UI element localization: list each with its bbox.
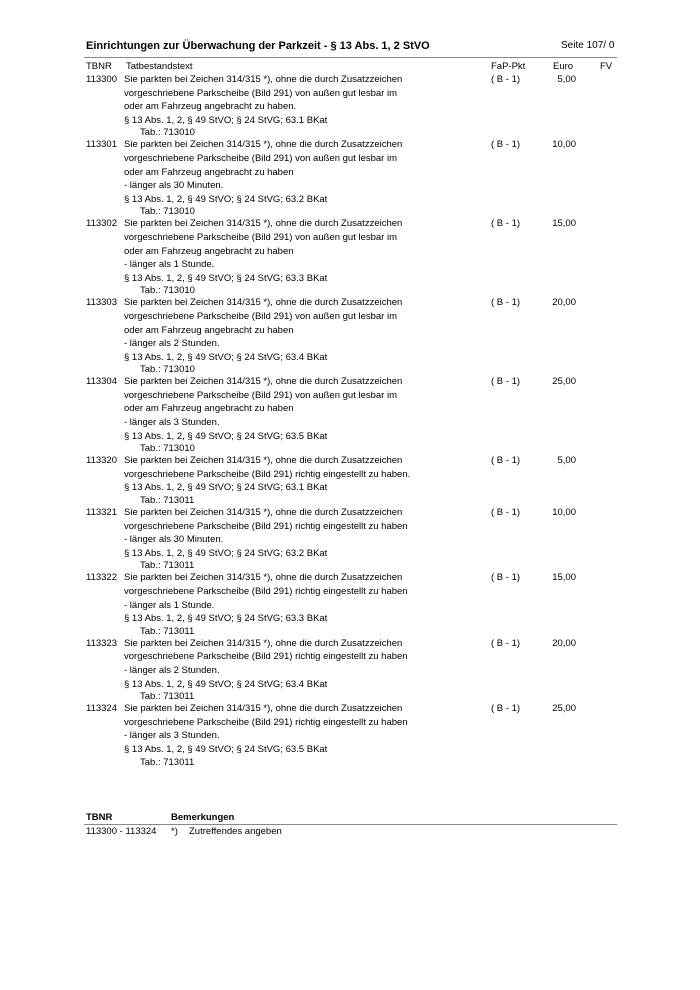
legal-reference: § 13 Abs. 1, 2, § 49 StVO; § 24 StVG; 63.3 BKat — [124, 613, 328, 625]
description-line: Sie parkten bei Zeichen 314/315 *), ohne die durch Zusatzzeichen — [124, 703, 403, 715]
description-line: Sie parkten bei Zeichen 314/315 *), ohne die durch Zusatzzeichen — [124, 139, 403, 151]
tbnr-cell: 113324 — [86, 703, 117, 715]
description-line: Sie parkten bei Zeichen 314/315 *), ohne die durch Zusatzzeichen — [124, 455, 403, 467]
remarks-range: 113300 - 113324 — [86, 826, 157, 837]
euro-amount-cell: 20,00 — [552, 637, 576, 649]
description-line: vorgeschriebene Parkscheibe (Bild 291) von außen gut lesbar im — [124, 389, 398, 401]
column-header-fap: FaP-Pkt — [491, 61, 526, 72]
fap-points-cell: ( B - 1) — [491, 74, 521, 85]
legal-reference: § 13 Abs. 1, 2, § 49 StVO; § 24 StVG; 63.4 BKat — [124, 678, 328, 690]
fap-points-cell: ( B - 1) — [491, 297, 521, 309]
legal-reference: § 13 Abs. 1, 2, § 49 StVO; § 24 StVG; 63.5 BKat — [124, 743, 328, 755]
description-cell — [124, 138, 484, 217]
description-line: Sie parkten bei Zeichen 314/315 *), ohne die durch Zusatzzeichen — [124, 376, 403, 388]
table-row — [0, 571, 700, 636]
offence-table — [0, 73, 700, 768]
legal-reference: § 13 Abs. 1, 2, § 49 StVO; § 24 StVG; 63.2 BKat — [124, 193, 328, 205]
fap-points-cell: ( B - 1) — [491, 637, 521, 649]
description-line: vorgeschriebene Parkscheibe (Bild 291) richtig eingestellt zu haben — [124, 586, 408, 597]
tbnr-cell: 113302 — [86, 218, 117, 230]
column-header-fv: FV — [600, 61, 613, 72]
euro-amount-cell: 10,00 — [552, 507, 576, 519]
tab-reference: Tab.: 713011 — [140, 560, 195, 572]
fap-points-cell: ( B - 1) — [491, 139, 521, 151]
tab-reference: Tab.: 713010 — [140, 127, 195, 139]
description-line: vorgeschriebene Parkscheibe (Bild 291) richtig eingestellt zu haben — [124, 651, 408, 663]
remarks-text: Zutreffendes angeben — [189, 826, 282, 837]
description-line: - länger als 2 Stunden. — [124, 338, 220, 350]
description-cell — [124, 506, 484, 571]
description-line: oder am Fahrzeug angebracht zu haben. — [124, 101, 297, 113]
fap-points-cell: ( B - 1) — [491, 703, 521, 715]
tbnr-cell: 113323 — [86, 637, 117, 649]
remarks-marker: *) — [171, 826, 178, 837]
tab-reference: Tab.: 713010 — [140, 285, 195, 297]
euro-amount-cell: 5,00 — [557, 455, 576, 467]
description-line: vorgeschriebene Parkscheibe (Bild 291) richtig eingestellt zu haben — [124, 716, 408, 728]
tbnr-cell: 113322 — [86, 572, 117, 584]
euro-amount-cell: 10,00 — [552, 139, 576, 151]
table-row — [0, 217, 700, 296]
tbnr-cell: 113303 — [86, 297, 117, 309]
description-cell — [124, 217, 484, 296]
tbnr-cell: 113304 — [86, 376, 117, 388]
description-line: - länger als 30 Minuten. — [124, 534, 224, 546]
euro-amount-cell: 15,00 — [552, 572, 576, 584]
description-line: oder am Fahrzeug angebracht zu haben — [124, 245, 294, 257]
description-line: Sie parkten bei Zeichen 314/315 *), ohne die durch Zusatzzeichen — [124, 74, 403, 85]
tab-reference: Tab.: 713011 — [140, 495, 195, 507]
column-header-tbnr: TBNR — [86, 61, 112, 72]
column-header-euro: Euro — [553, 61, 574, 72]
remarks-header-label: Bemerkungen — [171, 812, 235, 823]
description-line: vorgeschriebene Parkscheibe (Bild 291) richtig eingestellt zu haben. — [124, 468, 411, 480]
fap-points-cell: ( B - 1) — [491, 572, 521, 584]
table-row — [0, 138, 700, 217]
fap-points-cell: ( B - 1) — [491, 376, 521, 388]
description-line: vorgeschriebene Parkscheibe (Bild 291) von außen gut lesbar im — [124, 152, 398, 164]
page-number: Seite 107/ 0 — [561, 40, 615, 51]
column-header-text: Tatbestandstext — [126, 61, 193, 72]
description-cell — [124, 702, 484, 767]
tab-reference: Tab.: 713011 — [140, 756, 195, 768]
euro-amount-cell: 20,00 — [552, 297, 576, 309]
description-line: Sie parkten bei Zeichen 314/315 *), ohne die durch Zusatzzeichen — [124, 297, 403, 309]
description-line: vorgeschriebene Parkscheibe (Bild 291) von außen gut lesbar im — [124, 231, 398, 243]
tab-reference: Tab.: 713010 — [140, 206, 195, 218]
table-row — [0, 637, 700, 702]
tbnr-cell: 113300 — [86, 74, 117, 85]
description-cell — [124, 375, 484, 454]
description-cell — [124, 73, 484, 138]
fap-points-cell: ( B - 1) — [491, 455, 521, 467]
description-line: oder am Fahrzeug angebracht zu haben — [124, 166, 294, 178]
tbnr-cell: 113321 — [86, 507, 117, 519]
description-line: vorgeschriebene Parkscheibe (Bild 291) von außen gut lesbar im — [124, 87, 398, 99]
description-line: Sie parkten bei Zeichen 314/315 *), ohne die durch Zusatzzeichen — [124, 637, 403, 649]
tab-reference: Tab.: 713010 — [140, 443, 195, 455]
legal-reference: § 13 Abs. 1, 2, § 49 StVO; § 24 StVG; 63.1 BKat — [124, 482, 328, 494]
header-rule — [84, 57, 617, 58]
tab-reference: Tab.: 713010 — [140, 364, 195, 376]
euro-amount-cell: 15,00 — [552, 218, 576, 230]
table-row — [0, 702, 700, 767]
description-cell — [124, 296, 484, 375]
euro-amount-cell: 25,00 — [552, 703, 576, 715]
legal-reference: § 13 Abs. 1, 2, § 49 StVO; § 24 StVG; 63.3 BKat — [124, 272, 328, 284]
description-line: - länger als 2 Stunden. — [124, 664, 220, 676]
description-cell — [124, 571, 484, 636]
table-row — [0, 454, 700, 506]
legal-reference: § 13 Abs. 1, 2, § 49 StVO; § 24 StVG; 63.2 BKat — [124, 547, 328, 559]
tbnr-cell: 113320 — [86, 455, 117, 467]
page-title: Einrichtungen zur Überwachung der Parkzeit - § 13 Abs. 1, 2 StVO — [86, 40, 430, 52]
table-row — [0, 296, 700, 375]
table-row — [0, 73, 700, 138]
description-line: oder am Fahrzeug angebracht zu haben — [124, 324, 294, 336]
fap-points-cell: ( B - 1) — [491, 218, 521, 230]
legal-reference: § 13 Abs. 1, 2, § 49 StVO; § 24 StVG; 63.1 BKat — [124, 114, 328, 126]
description-line: Sie parkten bei Zeichen 314/315 *), ohne die durch Zusatzzeichen — [124, 572, 403, 584]
description-line: Sie parkten bei Zeichen 314/315 *), ohne die durch Zusatzzeichen — [124, 507, 403, 519]
euro-amount-cell: 5,00 — [557, 74, 576, 85]
description-line: - länger als 1 Stunde. — [124, 259, 215, 271]
remarks-header-tbnr: TBNR — [86, 812, 113, 823]
description-cell — [124, 454, 484, 506]
tab-reference: Tab.: 713011 — [140, 625, 195, 637]
tbnr-cell: 113301 — [86, 139, 117, 151]
table-row — [0, 506, 700, 571]
euro-amount-cell: 25,00 — [552, 376, 576, 388]
description-line: - länger als 3 Stunden. — [124, 417, 220, 429]
description-line: - länger als 3 Stunden. — [124, 730, 220, 742]
remarks-rule — [84, 824, 617, 825]
description-cell — [124, 637, 484, 702]
description-line: oder am Fahrzeug angebracht zu haben — [124, 403, 294, 415]
description-line: - länger als 30 Minuten. — [124, 180, 224, 192]
description-line: - länger als 1 Stunde. — [124, 599, 215, 611]
description-line: vorgeschriebene Parkscheibe (Bild 291) richtig eingestellt zu haben — [124, 520, 408, 532]
description-line: vorgeschriebene Parkscheibe (Bild 291) von außen gut lesbar im — [124, 310, 398, 322]
legal-reference: § 13 Abs. 1, 2, § 49 StVO; § 24 StVG; 63.4 BKat — [124, 351, 328, 363]
legal-reference: § 13 Abs. 1, 2, § 49 StVO; § 24 StVG; 63.5 BKat — [124, 430, 328, 442]
fap-points-cell: ( B - 1) — [491, 507, 521, 519]
tab-reference: Tab.: 713011 — [140, 691, 195, 703]
table-row — [0, 375, 700, 454]
description-line: Sie parkten bei Zeichen 314/315 *), ohne die durch Zusatzzeichen — [124, 218, 403, 230]
